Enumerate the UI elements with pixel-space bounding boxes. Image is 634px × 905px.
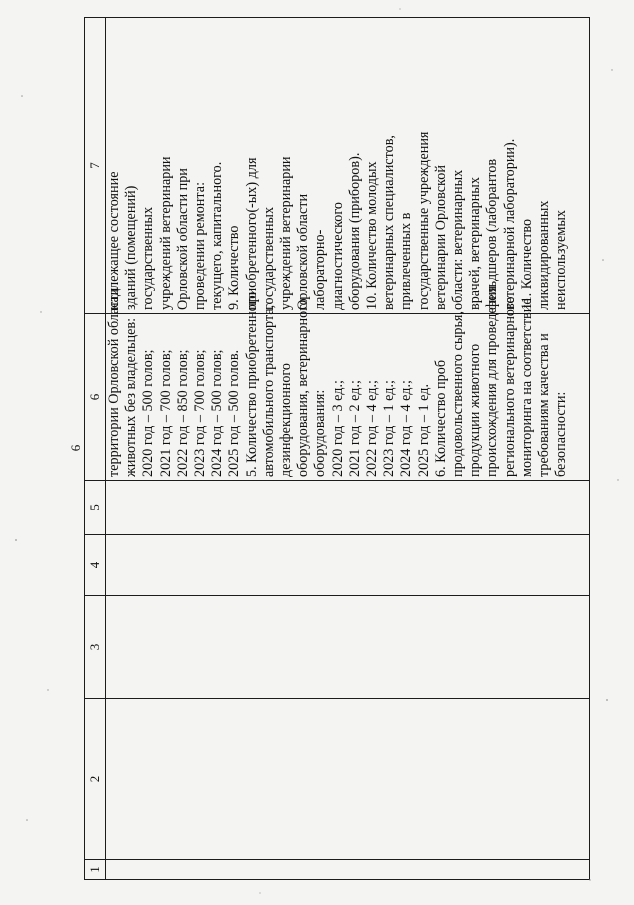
cell-col-2 (106, 699, 590, 860)
cell-col-1 (106, 860, 590, 880)
col7-line: неиспользуемых (553, 210, 570, 310)
col7-line: 9. Количество (226, 225, 243, 310)
col6-line: автомобильного транспорта, (260, 304, 277, 477)
col6-line: 2022 год – 4 ед.; (364, 380, 381, 477)
col6-line: 2024 год – 500 голов; (209, 349, 226, 477)
page-number: 6 (68, 444, 83, 452)
col6-line: 2025 год – 1 ед. (415, 384, 432, 477)
cell-col-3 (106, 596, 590, 699)
col6-line: оборудования, ветеринарного (295, 298, 312, 477)
col7-line: государственных (260, 206, 277, 310)
col7-line: фельдшеров (лаборантов (484, 158, 501, 310)
col7-line: ликвидированных (536, 200, 553, 310)
col6-line: 6. Количество проб (432, 359, 449, 477)
col7-line: учреждений ветеринарии (157, 156, 174, 310)
col7-line: ветеринарии Орловской (432, 165, 449, 310)
header-col-1: 1 (85, 860, 106, 880)
rotated-table-container (84, 18, 590, 880)
col6-line: 2021 год – 700 голов; (157, 349, 174, 477)
col6-line: 2023 год – 1 ед.; (381, 380, 398, 477)
col7-line: учреждений ветеринарии (278, 156, 295, 310)
table-header-row (85, 18, 106, 880)
col6-line: требованиям качества и (536, 333, 553, 477)
col6-line: 2022 год – 850 голов; (174, 349, 191, 477)
cell-col-5 (106, 481, 590, 535)
col6-line: 2025 год – 500 голов. (226, 349, 243, 477)
col6-line: 2023 год – 700 голов; (192, 349, 209, 477)
col6-line: продовольственного сырья, (450, 310, 467, 477)
col7-line: 11. Количество (518, 218, 535, 310)
cell-col-6-indicators (106, 285, 590, 481)
col7-line: врачей, ветеринарных (467, 177, 484, 310)
col6-line: оборудования: (312, 389, 329, 477)
col6-line: 2021 год – 2 ед.; (346, 380, 363, 477)
col7-line: ветеринарных специалистов, (381, 135, 398, 310)
col6-line: 5. Количество приобретенного (243, 291, 260, 477)
col7-line: диагностического (329, 202, 346, 310)
col7-line: зданий (помещений) (123, 185, 140, 310)
rotated-page-area (84, 18, 590, 880)
col7-line: текущего, капитального. (209, 161, 226, 310)
col7-line: 10. Количество молодых (364, 161, 381, 310)
col6-line: 2020 год – 500 голов; (140, 349, 157, 477)
header-col-6: 6 (85, 314, 106, 481)
header-col-7: 7 (85, 18, 106, 314)
col7-line: Орловской области при (174, 168, 191, 310)
col6-line: безопасности: (553, 391, 570, 477)
col7-line: Орловской области (295, 193, 312, 310)
cell-col-4 (106, 535, 590, 596)
header-col-5: 5 (85, 481, 106, 535)
col7-line: приобретенного(-ых) для (243, 157, 260, 310)
col6-line: 2024 год – 4 ед.; (398, 380, 415, 477)
header-col-4: 4 (85, 535, 106, 596)
col7-line: области: ветеринарных (450, 169, 467, 310)
col7-line: надлежащее состояние (106, 171, 122, 310)
col7-line: проведении ремонта: (192, 181, 209, 310)
col6-line: дезинфекционного (278, 363, 295, 477)
col7-line: государственных (140, 206, 157, 310)
col7-line: государственные учреждения (415, 131, 432, 310)
col6-line: 2020 год – 3 ед.; (329, 380, 346, 477)
col7-line: оборудования (приборов). (346, 152, 363, 310)
col7-line: лабораторно- (312, 229, 329, 310)
cell-col-7-indicators (106, 18, 590, 314)
col6-line: регионального ветеринарного (501, 296, 518, 477)
table-body-row (106, 18, 590, 880)
col6-line: животных без владельцев: (123, 317, 140, 477)
col7-line: привлеченных в (398, 212, 415, 310)
col6-line: мониторинга на соответствие (518, 298, 535, 477)
col6-line: происхождения для проведения (484, 285, 501, 477)
col7-line: ветеринарной лаборатории). (501, 138, 518, 310)
col6-line: продукции животного (467, 343, 484, 477)
header-col-3: 3 (85, 596, 106, 699)
col6-line: территории Орловской области (106, 287, 122, 477)
header-col-2: 2 (85, 699, 106, 860)
program-indicators-table (84, 17, 590, 880)
